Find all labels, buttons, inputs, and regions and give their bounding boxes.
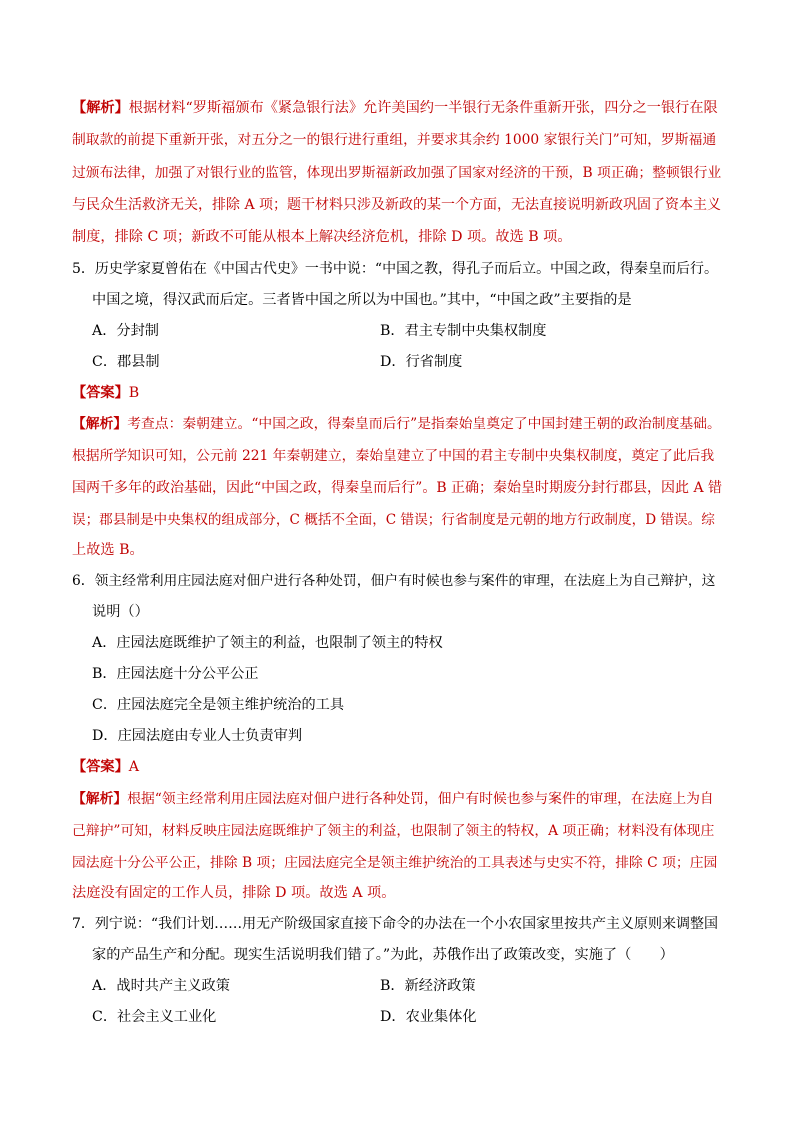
- q7-option-c: C．社会主义工业化: [92, 1009, 217, 1025]
- q5-option-d: D．行省制度: [380, 354, 463, 370]
- q6-answer: [72, 757, 139, 777]
- q5-analysis-line-4: 误；郡县制是中央集权的组成部分，C 概括不全面，C 错误；行省制度是元朝的地方行政制度，D 错误。综: [72, 512, 715, 528]
- q5-option-c: C．郡县制: [92, 354, 160, 370]
- q6-stem-line-1: 6．领主经常利用庄园法庭对佃户进行各种处罚，佃户有时候也参与案件的审理，在法庭上为自己辩护，这: [72, 573, 716, 589]
- answer-value: A: [128, 759, 140, 775]
- q4-analysis-line-1: 【解析】根据材料“罗斯福颁布《紧急银行法》允许美国约一半银行无条件重新开张，四分之一银行在限: [72, 100, 718, 116]
- answer-tag: 【答案】: [72, 385, 129, 401]
- q5-analysis-line-2: 根据所学知识可知，公元前 221 年秦朝建立，秦始皇建立了中国的君主专制中央集权制度，奠定了此后我: [72, 448, 715, 464]
- q5-analysis-line-1: 【解析】考查点：秦朝建立。“中国之政，得秦皇而后行”是指秦始皇奠定了中国封建王朝的政治制度基础。: [72, 416, 721, 432]
- q5-option-a: A．分封制: [92, 323, 159, 339]
- analysis-tag: 【解析】: [72, 100, 129, 116]
- q5-stem-line-2: 中国之境，得汉武而后定。三者皆中国之所以为中国也。”其中，“中国之政”主要指的是: [92, 292, 632, 308]
- q4-analysis-line-4: 与民众生活救济无关，排除 A 项；题干材料只涉及新政的某一个方面，无法直接说明新政巩固了资本主义: [72, 197, 722, 213]
- q5-analysis-line-5: 上故选 B。: [72, 542, 144, 558]
- q7-option-a: A．战时共产主义政策: [92, 978, 230, 994]
- q6-analysis-line-1: 【解析】根据“领主经常利用庄园法庭对佃户进行各种处罚，佃户有时候也参与案件的审理，在法庭上为自: [72, 791, 714, 807]
- analysis-tag: 【解析】: [72, 791, 128, 807]
- q6-analysis-line-2: 己辩护”可知，材料反映庄园法庭既维护了领主的利益，也限制了领主的特权，A 项正确；材料没有体现庄: [72, 823, 715, 839]
- q7-stem-line-1: 7．列宁说：“我们计划……用无产阶级国家直接下命令的办法在一个小农国家里按共产主义原则来调整国: [72, 916, 719, 932]
- answer-tag: 【答案】: [72, 759, 129, 775]
- q5-option-b: B．君主专制中央集权制度: [380, 323, 547, 339]
- analysis-tag: 【解析】: [72, 416, 128, 432]
- q7-option-d: D．农业集体化: [380, 1009, 477, 1025]
- q6-analysis-line-4: 法庭没有固定的工作人员，排除 D 项。故选 A 项。: [72, 885, 396, 901]
- q6-option-d: D．庄园法庭由专业人士负责审判: [92, 728, 303, 744]
- answer-value: B: [128, 385, 140, 401]
- q6-option-a: A．庄园法庭既维护了领主的利益，也限制了领主的特权: [92, 635, 443, 651]
- q5-analysis-line-3: 国两千多年的政治基础，因此“中国之政，得秦皇而后行”。B 正确；秦始皇时期废分封行郡县，因此 A 错: [72, 480, 723, 496]
- q6-analysis-line-3: 园法庭十分公平公正，排除 B 项；庄园法庭完全是领主维护统治的工具表述与史实不符，排除 C 项；庄园: [72, 855, 718, 871]
- q6-stem-line-2: 说明（）: [92, 604, 149, 620]
- q5-stem-line-1: 5．历史学家夏曾佑在《中国古代史》一书中说：“中国之教，得孔子而后立。中国之政，得秦皇而后行。: [72, 261, 719, 277]
- q4-analysis-line-5: 制度，排除 C 项；新政不可能从根本上解决经济危机，排除 D 项。故选 B 项。: [72, 229, 572, 245]
- q4-analysis-line-3: 过颁布法律，加强了对银行业的监管，体现出罗斯福新政加强了国家对经济的干预，B 项正确；整顿银行业: [72, 165, 722, 181]
- q6-option-c: C．庄园法庭完全是领主维护统治的工具: [92, 697, 345, 713]
- q7-stem-line-2: 家的产品生产和分配。现实生活说明我们错了。”为此，苏俄作出了政策改变，实施了（ ）: [92, 947, 674, 963]
- q5-answer: [72, 383, 139, 403]
- q7-option-b: B．新经济政策: [380, 978, 476, 994]
- q4-analysis-line-2: 制取款的前提下重新开张，对五分之一的银行进行重组，并要求其余约 1000 家银行关门”可知，罗斯福通: [72, 132, 717, 148]
- q6-option-b: B．庄园法庭十分公平公正: [92, 666, 259, 682]
